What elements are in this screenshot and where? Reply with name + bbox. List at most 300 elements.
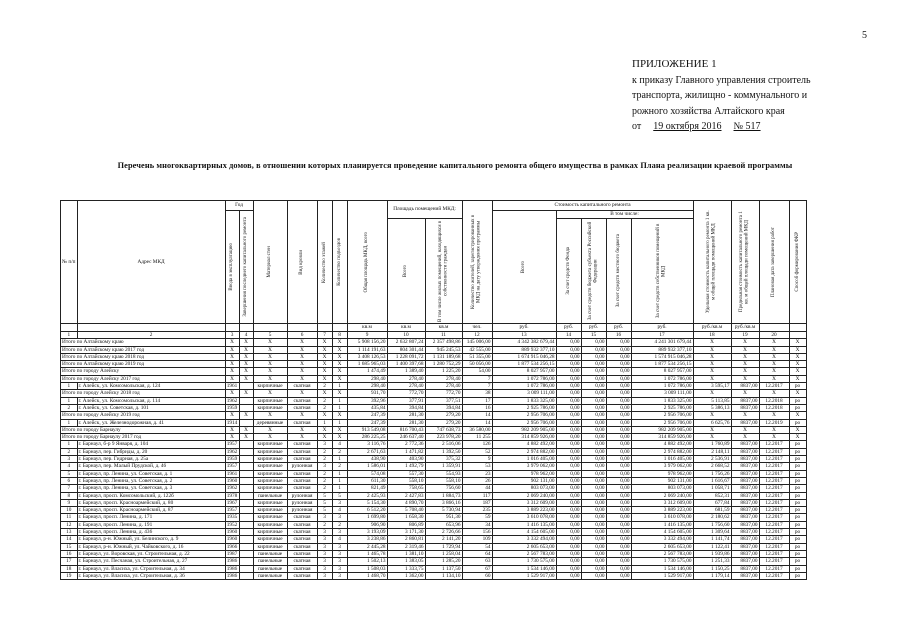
table-cell: кирпичные bbox=[253, 441, 287, 448]
table-cell bbox=[239, 441, 253, 448]
table-cell: 12.2017 bbox=[759, 514, 789, 521]
table-cell: 2 925 786,00 bbox=[492, 404, 556, 411]
table-cell: 2 956 706,00 bbox=[631, 412, 693, 419]
table-cell: 3 610 078,00 bbox=[492, 514, 556, 521]
table-cell: 1 833 325,00 bbox=[631, 397, 693, 404]
table-cell: 2 bbox=[332, 448, 347, 455]
table-cell: 1 529 917,00 bbox=[631, 572, 693, 579]
table-cell: 0,00 bbox=[581, 339, 606, 346]
table-row bbox=[61, 441, 807, 448]
table-cell: 3 979 062,00 bbox=[492, 463, 556, 470]
table-cell: 281,30 bbox=[387, 412, 425, 419]
table-cell: 2 860,81 bbox=[387, 536, 425, 543]
address-cell: г. Барнаул, просп. Красноармейский, д. 80 bbox=[77, 499, 225, 506]
table-cell: 902 131,00 bbox=[492, 477, 556, 484]
table-cell: 8837,00 bbox=[731, 441, 759, 448]
header-fkr-method: Способ формирования ФКР bbox=[794, 232, 800, 292]
table-cell: X bbox=[332, 390, 347, 397]
table-cell: 1 416 135,00 bbox=[631, 521, 693, 528]
table-cell: X bbox=[253, 353, 287, 360]
table-cell: 1 bbox=[332, 383, 347, 390]
table-cell: 2 668,52 bbox=[693, 463, 731, 470]
table-cell: панельные bbox=[253, 572, 287, 579]
table-cell: 2 567 783,00 bbox=[492, 550, 556, 557]
table-cell: 2 bbox=[317, 404, 332, 411]
table-cell: X bbox=[225, 412, 239, 419]
table-cell: 1 122,41 bbox=[693, 543, 731, 550]
address-cell: г. Алейск, ул. Комсомольская, д. 124 bbox=[77, 383, 225, 390]
table-cell: 0,00 bbox=[556, 565, 581, 572]
address-cell: г. Барнаул, просп. Ленина, д. 171 bbox=[77, 514, 225, 521]
table-cell: 1 699,80 bbox=[347, 514, 387, 521]
table-cell: X bbox=[253, 412, 287, 419]
table-cell: 0,00 bbox=[606, 521, 631, 528]
address-cell: г. Барнаул, пр. Ленина, ул. Советская, д. 2 bbox=[77, 477, 225, 484]
table-cell: 375,32 bbox=[425, 456, 462, 463]
table-cell: X bbox=[287, 353, 317, 360]
table-cell: 8837,00 bbox=[731, 550, 759, 557]
table-cell: 1 400 397,68 bbox=[387, 361, 425, 368]
table-cell bbox=[239, 499, 253, 506]
table-cell: 3 171,30 bbox=[387, 529, 425, 536]
table-cell: X bbox=[225, 390, 239, 397]
table-total-row bbox=[61, 390, 807, 397]
table-cell: 0,00 bbox=[581, 448, 606, 455]
table-cell: X bbox=[239, 375, 253, 382]
table-cell: 4 bbox=[332, 507, 347, 514]
table-cell: 298,40 bbox=[347, 375, 387, 382]
table-cell: 1 586,01 bbox=[347, 463, 387, 470]
table-cell: 3 009 111,00 bbox=[492, 390, 556, 397]
table-cell: X bbox=[287, 412, 317, 419]
table-cell: 14 bbox=[462, 419, 492, 426]
table-cell: 1961 bbox=[226, 470, 238, 477]
table-cell: 2 bbox=[332, 463, 347, 470]
table-cell: X bbox=[239, 353, 253, 360]
table-cell: скатная bbox=[287, 477, 317, 484]
appendix-date-line bbox=[632, 119, 882, 135]
table-cell: 906,90 bbox=[347, 521, 387, 528]
appendix-block bbox=[632, 57, 882, 135]
table-cell: X bbox=[287, 361, 317, 368]
table-cell: 2 632 807,24 bbox=[387, 339, 425, 346]
table-cell: 17 bbox=[462, 397, 492, 404]
table-cell: 0,00 bbox=[556, 383, 581, 390]
table-cell: X bbox=[253, 426, 287, 433]
header-roof: Вид кровли bbox=[299, 249, 305, 275]
table-cell: 8837,00 bbox=[731, 507, 759, 514]
table-cell: 1 131 189,68 bbox=[425, 353, 462, 360]
table-cell: X bbox=[225, 368, 239, 375]
table-cell bbox=[239, 550, 253, 557]
table-cell: X bbox=[332, 346, 347, 353]
table-cell: 23 bbox=[462, 470, 492, 477]
table-cell: X bbox=[789, 412, 806, 419]
table-cell: 0,00 bbox=[556, 434, 581, 441]
table-cell: 12.2017 bbox=[759, 550, 789, 557]
table-cell: 3 238,86 bbox=[347, 536, 387, 543]
table-cell: скатная bbox=[287, 419, 317, 426]
table-cell: 4 241 301 679,44 bbox=[631, 339, 693, 346]
table-cell: 0,00 bbox=[556, 550, 581, 557]
table-cell: 0,00 bbox=[581, 441, 606, 448]
table-cell: X bbox=[253, 434, 287, 441]
table-cell: 247,39 bbox=[347, 419, 387, 426]
table-cell: скатная bbox=[287, 470, 317, 477]
table-cell: 9 bbox=[462, 456, 492, 463]
table-cell: кирпичные bbox=[253, 529, 287, 536]
address-cell: г. Барнаул, пр. Ленина, ул. Советская, д. 1 bbox=[77, 470, 225, 477]
table-cell: 8 bbox=[61, 492, 78, 499]
table-cell: X bbox=[287, 346, 317, 353]
header-premises-total: Всего bbox=[403, 264, 409, 278]
appendix-title: ПРИЛОЖЕНИЕ 1 bbox=[632, 58, 717, 70]
table-cell: 0,00 bbox=[556, 572, 581, 579]
table-cell: 0,00 bbox=[581, 361, 606, 368]
table-cell: 1 416 135,00 bbox=[492, 521, 556, 528]
table-cell: 0,00 bbox=[556, 521, 581, 528]
total-label: Итого по городу Барнаулу 2017 год bbox=[61, 434, 226, 441]
total-label: Итого по Алтайскому краю 2018 год bbox=[61, 353, 226, 360]
table-cell: 0,00 bbox=[581, 404, 606, 411]
table-cell: 1 072 786,00 bbox=[492, 383, 556, 390]
address-cell: г. Барнаул, ул. Власиха, ул. Строительная, д. 34 bbox=[77, 565, 225, 572]
table-cell: 0,00 bbox=[606, 470, 631, 477]
column-number-cell: 13 bbox=[492, 332, 556, 339]
table-cell: 394,84 bbox=[387, 404, 425, 411]
address-cell: г. Алейск, ул. Железнодорожная, д. 41 bbox=[77, 419, 225, 426]
table-cell: ро bbox=[789, 550, 806, 557]
table-cell: 0,00 bbox=[606, 441, 631, 448]
table-cell: 8837,00 bbox=[731, 536, 759, 543]
table-cell: 126 bbox=[462, 441, 492, 448]
table-cell: X bbox=[239, 361, 253, 368]
table-cell: ро bbox=[789, 463, 806, 470]
table-cell: X bbox=[317, 339, 332, 346]
table-row bbox=[61, 383, 807, 390]
table-cell: X bbox=[789, 339, 806, 346]
table-cell: ро bbox=[789, 514, 806, 521]
table-cell: 0,00 bbox=[606, 477, 631, 484]
table-cell: 0,00 bbox=[581, 456, 606, 463]
table-cell: 0,00 bbox=[556, 368, 581, 375]
table-cell: 1 258,04 bbox=[425, 550, 462, 557]
header-total-area: Общая площадь МКД, всего bbox=[364, 231, 370, 293]
table-cell: 1 bbox=[332, 485, 347, 492]
table-cell: X bbox=[332, 426, 347, 433]
table-cell: 8837,00 bbox=[731, 470, 759, 477]
table-cell: X bbox=[239, 412, 253, 419]
table-cell: 279,20 bbox=[425, 412, 462, 419]
housing-table bbox=[60, 200, 807, 580]
table-cell: X bbox=[693, 412, 731, 419]
table-cell: X bbox=[759, 412, 789, 419]
table-cell: 0,00 bbox=[556, 485, 581, 492]
table-cell: X bbox=[731, 368, 759, 375]
table-cell: скатная bbox=[287, 485, 317, 492]
table-cell: 12.2017 bbox=[759, 499, 789, 506]
table-cell: 12.2017 bbox=[759, 521, 789, 528]
table-total-row bbox=[61, 346, 807, 353]
table-cell: 0,00 bbox=[556, 463, 581, 470]
table-cell: 1 280 752,29 bbox=[425, 361, 462, 368]
table-cell: 1 bbox=[332, 419, 347, 426]
table-cell: 1961 bbox=[226, 383, 238, 390]
table-cell: 1914 bbox=[226, 419, 238, 426]
table-cell: 931,70 bbox=[347, 390, 387, 397]
table-cell: 11 bbox=[61, 514, 78, 521]
table-cell: ро bbox=[789, 565, 806, 572]
table-cell: 0,00 bbox=[581, 383, 606, 390]
table-row bbox=[61, 499, 807, 506]
header-num: № п/п bbox=[61, 201, 78, 324]
table-cell: 26 bbox=[462, 477, 492, 484]
table-cell: 1 bbox=[332, 397, 347, 404]
table-total-row bbox=[61, 434, 807, 441]
table-cell: 4 154 605,00 bbox=[631, 529, 693, 536]
table-cell: 677,84 bbox=[693, 499, 731, 506]
table-cell: ро bbox=[789, 521, 806, 528]
table-cell: 0,00 bbox=[556, 529, 581, 536]
table-cell: 12 bbox=[61, 521, 78, 528]
table-cell: X bbox=[789, 426, 806, 433]
table-cell: 4 882 492,00 bbox=[631, 441, 693, 448]
header-cost: Стоимость капитального ремонта bbox=[492, 201, 693, 211]
column-number-cell: 9 bbox=[347, 332, 387, 339]
table-cell: X bbox=[789, 368, 806, 375]
table-cell: 12.2019 bbox=[759, 419, 789, 426]
table-cell: X bbox=[225, 434, 239, 441]
table-cell: ро bbox=[789, 456, 806, 463]
table-cell: 806,89 bbox=[387, 521, 425, 528]
table-cell: 1960 bbox=[226, 529, 238, 536]
table-row bbox=[61, 514, 807, 521]
table-cell: X bbox=[287, 390, 317, 397]
table-cell: 0,00 bbox=[581, 558, 606, 565]
table-cell: X bbox=[759, 361, 789, 368]
table-cell: 3 bbox=[317, 572, 332, 579]
table-cell: 1 529 917,00 bbox=[492, 572, 556, 579]
table-row bbox=[61, 419, 807, 426]
table-row bbox=[61, 463, 807, 470]
date-prefix: от bbox=[632, 121, 642, 132]
table-cell: 8837,00 bbox=[731, 477, 759, 484]
table-cell: 3 889 223,00 bbox=[492, 507, 556, 514]
table-cell: кирпичные bbox=[253, 397, 287, 404]
table-cell: 11 255 bbox=[462, 434, 492, 441]
table-cell: 187 bbox=[462, 499, 492, 506]
address-cell: г. Алейск, ул. Комсомольская, д. 114 bbox=[77, 397, 225, 404]
table-cell: 1 760,89 bbox=[693, 441, 731, 448]
table-cell bbox=[239, 521, 253, 528]
table-cell: 0,00 bbox=[606, 375, 631, 382]
table-cell: X bbox=[731, 426, 759, 433]
table-cell: 4 bbox=[61, 463, 78, 470]
table-cell: 747 638,73 bbox=[425, 426, 462, 433]
table-cell: кирпичные bbox=[253, 477, 287, 484]
table-row bbox=[61, 521, 807, 528]
table-cell: 12.2018 bbox=[759, 397, 789, 404]
table-row bbox=[61, 543, 807, 550]
table-cell bbox=[239, 492, 253, 499]
unit-cell: руб./кв.м bbox=[731, 324, 759, 332]
table-cell: 1962 bbox=[226, 397, 238, 404]
unit-cell: руб. bbox=[492, 324, 556, 332]
table-cell: скатная bbox=[287, 572, 317, 579]
table-cell: 3 bbox=[317, 550, 332, 557]
column-numbers-row bbox=[61, 332, 807, 339]
address-cell: г. Барнаул, просп. Красноармейский, д. 87 bbox=[77, 507, 225, 514]
table-cell: рулонная bbox=[287, 463, 317, 470]
table-cell: скатная bbox=[287, 441, 317, 448]
table-cell: 1 685 965,03 bbox=[347, 361, 387, 368]
table-cell: скатная bbox=[287, 521, 317, 528]
column-number-cell: 10 bbox=[387, 332, 425, 339]
table-cell: 0,00 bbox=[606, 412, 631, 419]
table-cell: X bbox=[317, 412, 332, 419]
table-cell: 0,00 bbox=[606, 361, 631, 368]
table-cell: 1 114 191,63 bbox=[347, 346, 387, 353]
header-regional: За счет средств бюджета субъекта Российской Федерации bbox=[587, 221, 599, 321]
table-cell: 6 512,20 bbox=[347, 507, 387, 514]
table-cell: X bbox=[731, 375, 759, 382]
table-cell: X bbox=[731, 434, 759, 441]
table-cell: 278,40 bbox=[387, 375, 425, 382]
table-cell bbox=[239, 558, 253, 565]
table-cell: 0,00 bbox=[556, 536, 581, 543]
table-cell: 18 bbox=[61, 565, 78, 572]
table-cell: X bbox=[332, 361, 347, 368]
table-cell: 611,30 bbox=[347, 477, 387, 484]
table-cell: 2 bbox=[317, 470, 332, 477]
column-number-cell: 14 bbox=[556, 332, 581, 339]
header-unit-cost: Удельная стоимость капитального ремонта 1 кв. м общей площади помещений МКД bbox=[706, 210, 718, 314]
total-label: Итого по Алтайскому краю bbox=[61, 339, 226, 346]
table-cell: 2 148,11 bbox=[693, 448, 731, 455]
table-cell: 3 bbox=[332, 550, 347, 557]
table-cell: 8837,00 bbox=[731, 485, 759, 492]
table-cell: X bbox=[759, 368, 789, 375]
table-cell: 3 bbox=[317, 441, 332, 448]
table-cell: X bbox=[287, 426, 317, 433]
table-cell: 2 141,20 bbox=[425, 536, 462, 543]
table-cell: 3 bbox=[317, 529, 332, 536]
table-cell: 3 009 111,00 bbox=[631, 390, 693, 397]
table-cell: 0,00 bbox=[581, 390, 606, 397]
table-cell: 2 bbox=[317, 456, 332, 463]
table-cell: X bbox=[317, 346, 332, 353]
table-cell: 0,00 bbox=[581, 507, 606, 514]
table-cell: 1 492,79 bbox=[387, 463, 425, 470]
table-cell: скатная bbox=[287, 550, 317, 557]
table-cell: X bbox=[332, 368, 347, 375]
table-total-row bbox=[61, 361, 807, 368]
table-cell bbox=[239, 572, 253, 579]
table-cell: 10 bbox=[61, 507, 78, 514]
table-cell: 0,00 bbox=[556, 353, 581, 360]
column-number-cell: 11 bbox=[425, 332, 462, 339]
table-cell: ро bbox=[789, 543, 806, 550]
address-cell: г. Барнаул, ул. Власиха, ул. Строительная, д. 36 bbox=[77, 572, 225, 579]
table-cell: 16 bbox=[462, 404, 492, 411]
table-cell: 1 729,94 bbox=[425, 543, 462, 550]
table-cell: X bbox=[287, 368, 317, 375]
table-cell: 0,00 bbox=[581, 521, 606, 528]
table-row bbox=[61, 477, 807, 484]
table-cell: кирпичные bbox=[253, 383, 287, 390]
table-cell: X bbox=[253, 361, 287, 368]
table-cell: 4 bbox=[332, 441, 347, 448]
header-local: За счет средств местного бюджета bbox=[615, 234, 621, 308]
table-cell: 1952 bbox=[226, 521, 238, 528]
table-cell: 2 bbox=[317, 485, 332, 492]
table-cell: 392,96 bbox=[347, 397, 387, 404]
table-cell: X bbox=[693, 339, 731, 346]
appendix-number: № 517 bbox=[733, 121, 761, 132]
table-cell: X bbox=[731, 361, 759, 368]
table-cell: 3 116,76 bbox=[347, 441, 387, 448]
table-cell: деревянные bbox=[253, 419, 287, 426]
table-cell: 8837,00 bbox=[731, 565, 759, 572]
header-deadline: Плановая дата завершения работ bbox=[771, 226, 777, 297]
table-cell: 653,96 bbox=[425, 521, 462, 528]
table-cell: ро bbox=[789, 383, 806, 390]
header-year-built: Ввода в эксплуатацию bbox=[229, 243, 235, 291]
table-cell: X bbox=[789, 390, 806, 397]
table-cell: 54 bbox=[462, 543, 492, 550]
header-cost-total: Всего bbox=[521, 260, 527, 274]
table-cell: скатная bbox=[287, 565, 317, 572]
table-cell: 15 bbox=[61, 543, 78, 550]
table-cell: 3 866,16 bbox=[425, 499, 462, 506]
table-cell: 0,00 bbox=[556, 470, 581, 477]
table-cell: 6 bbox=[61, 477, 78, 484]
table-cell: 12.2017 bbox=[759, 565, 789, 572]
table-cell: 2 605 653,00 bbox=[492, 543, 556, 550]
table-cell: 0,00 bbox=[606, 492, 631, 499]
table-cell: 1960 bbox=[226, 536, 238, 543]
table-cell: X bbox=[731, 390, 759, 397]
table-cell: 3 595,17 bbox=[693, 383, 731, 390]
table-cell: X bbox=[693, 353, 731, 360]
table-cell: 0,00 bbox=[556, 426, 581, 433]
table-cell: 0,00 bbox=[556, 492, 581, 499]
table-cell: 0,00 bbox=[581, 565, 606, 572]
table-cell: 1 bbox=[332, 477, 347, 484]
table-cell: 59 bbox=[462, 514, 492, 521]
table-cell: 1 134,10 bbox=[425, 572, 462, 579]
table-cell: панельные bbox=[253, 565, 287, 572]
page-number: 5 bbox=[862, 30, 867, 41]
table-cell: X bbox=[759, 339, 789, 346]
table-cell: 278,40 bbox=[387, 383, 425, 390]
table-cell: 3 bbox=[332, 514, 347, 521]
address-cell: г. Барнаул, пер. Малый Прудской, д. 46 bbox=[77, 463, 225, 470]
table-cell: 1 228 091,72 bbox=[387, 353, 425, 360]
table-cell: 8837,00 bbox=[731, 529, 759, 536]
table-cell: 2 671,63 bbox=[347, 448, 387, 455]
table-cell: 1978 bbox=[226, 492, 238, 499]
table-cell: 1 756,60 bbox=[693, 521, 731, 528]
table-cell: X bbox=[253, 346, 287, 353]
column-number-cell: 15 bbox=[581, 332, 606, 339]
table-cell: 3 610 078,00 bbox=[631, 514, 693, 521]
table-cell: 1960 bbox=[226, 477, 238, 484]
table-cell: кирпичные bbox=[253, 456, 287, 463]
table-cell bbox=[239, 383, 253, 390]
table-cell: 7 bbox=[462, 383, 492, 390]
table-cell: 0,00 bbox=[556, 514, 581, 521]
